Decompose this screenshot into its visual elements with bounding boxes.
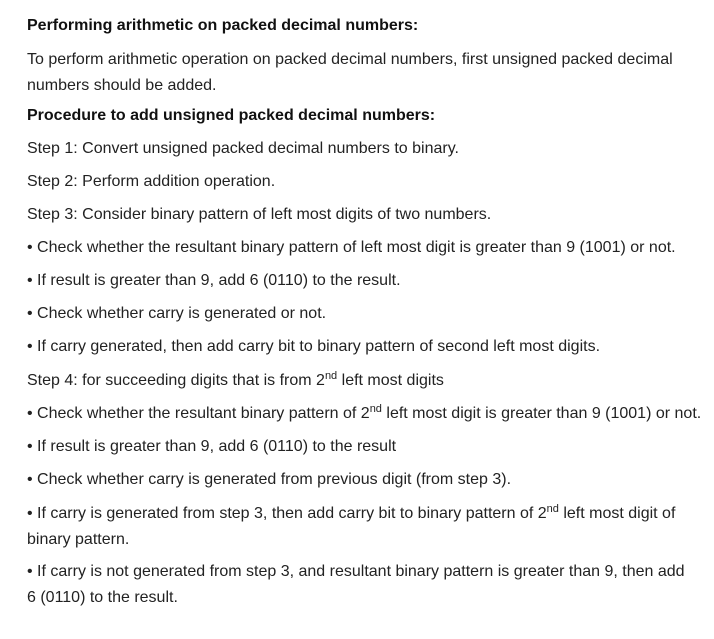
step-4-text-end: left most digits <box>337 372 444 389</box>
step-4-bullet-1-text-end: left most digit is greater than 9 (1001) or not. <box>381 405 702 422</box>
step-4-bullet-5: • If carry is not generated from step 3, and resultant binary pattern is greater than 9, then add 6 (0110) to the result. <box>27 563 685 606</box>
intro-paragraph: To perform arithmetic operation on packed decimal numbers, first unsigned packed decimal numbers should be added. <box>27 51 673 94</box>
step-3-bullet-4: • If carry generated, then add carry bit to binary pattern of second left most digits. <box>27 338 601 355</box>
step-4-bullet-1-superscript: nd <box>369 403 382 415</box>
step-1: Step 1: Convert unsigned packed decimal numbers to binary. <box>27 140 459 157</box>
step-4-bullet-4-text: • If carry is generated from step 3, then add carry bit to binary pattern of 2 <box>27 505 547 522</box>
step-4-text: Step 4: for succeeding digits that is from 2 <box>27 372 325 389</box>
step-4-bullet-2: • If result is greater than 9, add 6 (0110) to the result <box>27 438 397 455</box>
step-3-bullet-1: • Check whether the resultant binary pattern of left most digit is greater than 9 (1001) or not. <box>27 239 676 256</box>
step-3: Step 3: Consider binary pattern of left most digits of two numbers. <box>27 206 492 223</box>
step-4-superscript: nd <box>324 370 338 382</box>
step-3-bullet-2: • If result is greater than 9, add 6 (0110) to the result. <box>27 272 401 289</box>
step-4-bullet-4-text-end: left most digit of binary pattern. <box>27 505 676 548</box>
step-2: Step 2: Perform addition operation. <box>27 173 276 190</box>
step-4-bullet-4-superscript: nd <box>546 503 559 515</box>
heading-procedure: Procedure to add unsigned packed decimal numbers: <box>27 107 436 124</box>
step-4-bullet-1 <box>27 402 714 426</box>
heading-performing-arithmetic: Performing arithmetic on packed decimal numbers: <box>27 17 419 34</box>
step-4-bullet-3: • Check whether carry is generated from previous digit (from step 3). <box>27 471 512 488</box>
step-4 <box>27 369 714 393</box>
step-4-bullet-4 <box>27 501 697 553</box>
step-3-bullet-3: • Check whether carry is generated or not. <box>27 305 327 322</box>
step-4-bullet-1-text: • Check whether the resultant binary pattern of 2 <box>27 405 370 422</box>
